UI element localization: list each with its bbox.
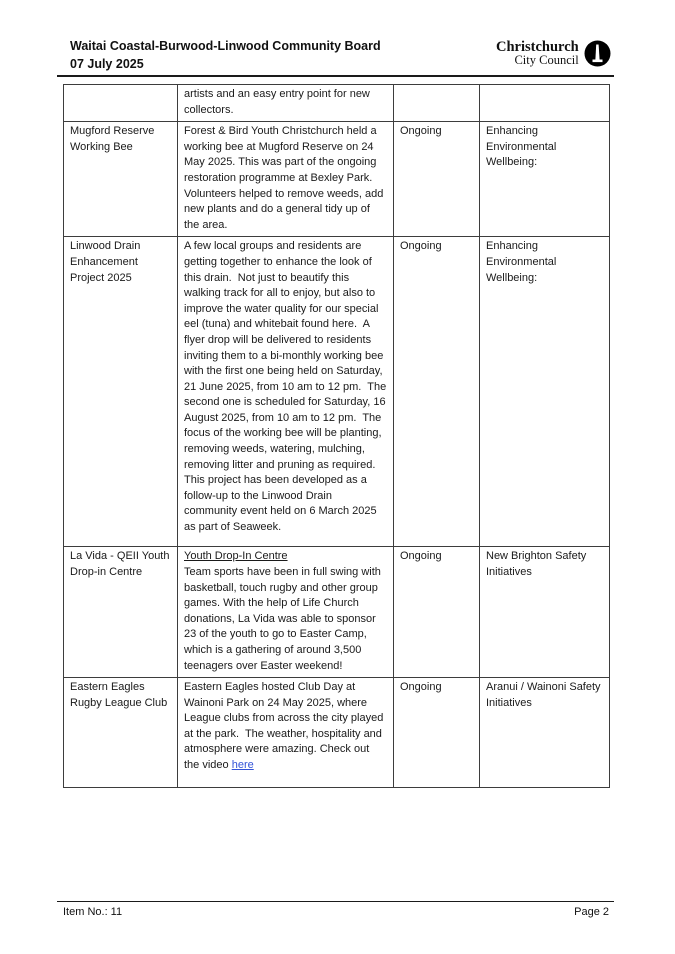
category-text: Enhancing Environmental Wellbeing: bbox=[486, 240, 557, 284]
council-logo-text bbox=[496, 40, 579, 67]
project-name: Linwood Drain Enhancement Project 2025 bbox=[70, 240, 141, 284]
category-cell bbox=[480, 678, 610, 788]
category-cell bbox=[480, 122, 610, 237]
video-link[interactable]: here bbox=[231, 759, 254, 772]
status-cell bbox=[394, 85, 480, 122]
status-text: Ongoing bbox=[400, 240, 442, 253]
drop-in-centre-heading: Youth Drop-In Centre bbox=[184, 550, 288, 563]
description-cell bbox=[178, 547, 394, 678]
status-text: Ongoing bbox=[400, 681, 442, 694]
status-cell bbox=[394, 122, 480, 237]
council-logo-icon bbox=[584, 40, 611, 67]
page-number: Page 2 bbox=[574, 906, 609, 918]
table-row-continuation bbox=[64, 85, 610, 122]
description-text: Team sports have been in full swing with basketball, touch rugby and other group games. With the help of Life Church donations, La Vida was able to sponsor 23 of the youth to go to Easter Camp, which is a gathering of around 3,500 teenagers over Easter weekend! bbox=[184, 565, 384, 672]
table-row-mugford-reserve bbox=[64, 122, 610, 237]
project-cell bbox=[64, 678, 178, 788]
project-cell bbox=[64, 85, 178, 122]
council-logo bbox=[496, 40, 611, 67]
item-number: Item No.: 11 bbox=[63, 906, 123, 918]
status-cell bbox=[394, 678, 480, 788]
project-name: La Vida - QEII Youth Drop-in Centre bbox=[70, 550, 170, 578]
table-row-linwood-drain bbox=[64, 237, 610, 547]
status-cell bbox=[394, 237, 480, 547]
category-text: Enhancing Environmental Wellbeing: bbox=[486, 125, 557, 169]
page-footer bbox=[57, 901, 614, 919]
council-logo-line2: City Council bbox=[514, 53, 579, 67]
category-cell bbox=[480, 547, 610, 678]
description-cell bbox=[178, 85, 394, 122]
board-title: Waitai Coastal-Burwood-Linwood Community Board bbox=[70, 39, 381, 53]
description-text: artists and an easy entry point for new collectors. bbox=[184, 88, 373, 116]
project-cell bbox=[64, 122, 178, 237]
description-cell bbox=[178, 237, 394, 547]
project-cell bbox=[64, 547, 178, 678]
table-row-eastern-eagles bbox=[64, 678, 610, 788]
project-name: Eastern Eagles Rugby League Club bbox=[70, 681, 168, 709]
council-logo-line1: Christchurch bbox=[496, 39, 579, 55]
description-text: Eastern Eagles hosted Club Day at Wainoni Park on 24 May 2025, where League clubs from across the city played at the park. The weather, hospitality and atmosphere were amazing. Check out the video bbox=[184, 681, 387, 772]
description-text: A few local groups and residents are getting together to enhance the look of this drain. Not just to beautify this walking track for all to enjoy, but also to improve the water quality for our special eel (tuna) and whitebait found here. A flyer drop will be delivered to residents inviting them to a bi-monthly working bee with the first one being held on Saturday, 21 June 2025, from 10 am to 12 pm. The second one is scheduled for Saturday, 16 August 2025, from 10 am to 12 pm. The focus of the working bee will be planting, removing weeds, watering, mulching, removing litter and pruning as required. This project has been developed as a follow-up to the Linwood Drain community event held on 6 March 2025 as part of Seaweek. bbox=[184, 240, 390, 534]
category-cell bbox=[480, 85, 610, 122]
status-text: Ongoing bbox=[400, 125, 442, 138]
description-cell bbox=[178, 122, 394, 237]
table-row-la-vida bbox=[64, 547, 610, 678]
description-cell bbox=[178, 678, 394, 788]
project-name: Mugford Reserve Working Bee bbox=[70, 125, 155, 153]
status-text: Ongoing bbox=[400, 550, 442, 563]
category-text: Aranui / Wainoni Safety Initiatives bbox=[486, 681, 601, 709]
projects-table bbox=[63, 84, 610, 788]
header-divider bbox=[57, 75, 614, 77]
category-cell bbox=[480, 237, 610, 547]
category-text: New Brighton Safety Initiatives bbox=[486, 550, 587, 578]
document-header bbox=[70, 37, 381, 73]
meeting-date: 07 July 2025 bbox=[70, 57, 144, 71]
status-cell bbox=[394, 547, 480, 678]
description-text: Forest & Bird Youth Christchurch held a working bee at Mugford Reserve on 24 May 2025. This was part of the ongoing restoration programme at Bexley Park. Volunteers helped to remove weeds, add new plants and do a general tidy up of the area. bbox=[184, 125, 387, 231]
project-cell bbox=[64, 237, 178, 547]
